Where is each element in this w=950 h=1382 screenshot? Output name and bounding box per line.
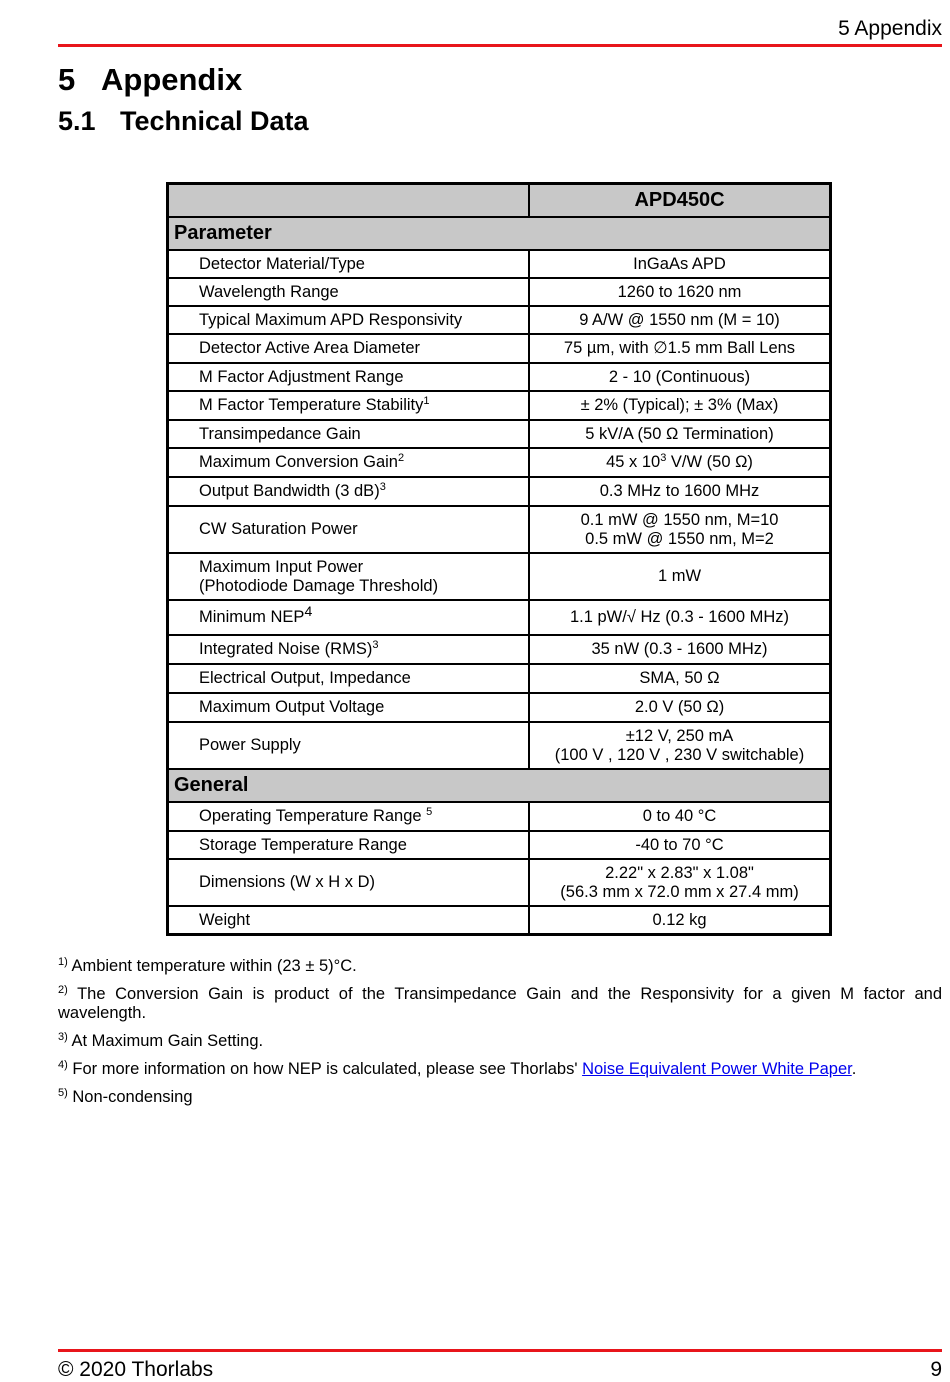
white-paper-link[interactable]: Noise Equivalent Power White Paper [582,1060,852,1078]
value-cell: InGaAs APD [529,250,831,278]
param-cell: Maximum Output Voltage [168,693,530,722]
value-cell: 1260 to 1620 nm [529,278,831,306]
footnote-text: At Maximum Gain Setting. [67,1032,264,1050]
footnote-marker: 1) [58,956,68,968]
param-cell: Weight [168,906,530,935]
value-text: 45 x 10 [606,453,661,471]
footnote-tail: . [851,1060,857,1078]
table-row [168,831,831,859]
table-row [168,250,831,278]
table-row [168,693,831,722]
value-cell [529,448,831,477]
footnote-1 [58,957,942,976]
group-label: General [168,769,831,802]
param-cell [168,553,530,600]
param-text: Operating Temperature Range [199,807,427,825]
value-cell: -40 to 70 °C [529,831,831,859]
footnote-4 [58,1060,942,1079]
param-cell: CW Saturation Power [168,506,530,553]
param-cell: Storage Temperature Range [168,831,530,859]
footnote-marker: 3) [58,1031,68,1043]
param-text: M Factor Temperature Stability [199,396,424,414]
table-row [168,391,831,420]
value-cell: 35 nW (0.3 - 1600 MHz) [529,635,831,664]
param-text: Output Bandwidth (3 dB) [199,482,380,500]
table-row [168,278,831,306]
table-row [168,506,831,553]
footnote-text: The Conversion Gain is product of the Transimpedance Gain and the Responsivity for a given M factor and wavelength. [58,985,942,1022]
section-title: Appendix [101,62,243,97]
section-heading [58,62,242,98]
table-row [168,306,831,334]
model-cell: APD450C [529,184,831,218]
page-number: 9 [930,1358,942,1381]
param-cell: M Factor Adjustment Range [168,363,530,391]
value-cell [529,859,831,906]
subsection-heading [58,106,309,137]
table-row [168,859,831,906]
param-cell: Electrical Output, Impedance [168,664,530,693]
footnote-ref: 2 [397,452,405,464]
param-line: Maximum Input Power [199,557,364,576]
footnote-text: Non-condensing [67,1088,193,1106]
footnote-5 [58,1088,942,1107]
header-rule [58,44,942,47]
param-cell: Power Supply [168,722,530,769]
section-number: 5 [58,62,76,97]
footnote-marker: 4) [58,1059,68,1071]
footnote-text: Ambient temperature within (23 ± 5)°C. [67,957,357,975]
footnote-ref: 3 [379,481,386,493]
param-cell [168,448,530,477]
table-row [168,448,831,477]
param-cell: Wavelength Range [168,278,530,306]
table-header-row [168,184,831,218]
param-cell: Transimpedance Gain [168,420,530,448]
table-row [168,477,831,506]
value-cell: 0 to 40 °C [529,802,831,831]
param-cell: Dimensions (W x H x D) [168,859,530,906]
value-cell: 1 mW [529,553,831,600]
value-line: (56.3 mm x 72.0 mm x 27.4 mm) [560,882,799,901]
param-line: (Photodiode Damage Threshold) [199,576,439,595]
param-cell [168,477,530,506]
technical-data-table [166,182,832,936]
param-text: Maximum Conversion Gain [199,453,398,471]
table-row [168,906,831,935]
table-row [168,334,831,363]
value-cell: 2.0 V (50 Ω) [529,693,831,722]
copyright: © 2020 Thorlabs [58,1358,214,1381]
param-cell [168,802,530,831]
param-cell: Typical Maximum APD Responsivity [168,306,530,334]
value-line: 0.1 mW @ 1550 nm, M=10 [580,510,779,529]
value-line: (100 V , 120 V , 230 V switchable) [554,745,805,764]
param-cell [168,635,530,664]
footnote-ref: 5 [426,806,433,818]
group-row-parameter [168,217,831,250]
value-cell: 0.3 MHz to 1600 MHz [529,477,831,506]
value-cell [529,506,831,553]
table-row [168,420,831,448]
footnote-ref: 3 [372,639,379,651]
value-line: ±12 V, 250 mA [625,726,734,745]
group-row-general [168,769,831,802]
table-row [168,802,831,831]
value-cell: 9 A/W @ 1550 nm (M = 10) [529,306,831,334]
value-cell: 1.1 pW/√ Hz (0.3 - 1600 MHz) [529,600,831,635]
value-cell: 2 - 10 (Continuous) [529,363,831,391]
running-header: 5 Appendix [838,17,942,40]
footnote-2 [58,985,942,1023]
subsection-title: Technical Data [120,106,309,136]
param-text: Integrated Noise (RMS) [199,640,373,658]
group-label: Parameter [168,217,831,250]
value-line: 0.5 mW @ 1550 nm, M=2 [585,529,774,548]
value-cell: SMA, 50 Ω [529,664,831,693]
param-cell [168,391,530,420]
exponent: 3 [660,452,667,464]
footnote-marker: 5) [58,1087,68,1099]
param-cell: Detector Active Area Diameter [168,334,530,363]
footer-rule [58,1349,942,1352]
value-cell: ± 2% (Typical); ± 3% (Max) [529,391,831,420]
table-row [168,722,831,769]
footnote-ref: 4 [304,603,313,619]
subsection-number: 5.1 [58,106,96,136]
value-text: V/W (50 Ω) [666,453,753,471]
value-cell: 5 kV/A (50 Ω Termination) [529,420,831,448]
value-cell [529,722,831,769]
value-line: 2.22" x 2.83" x 1.08" [605,863,754,882]
value-cell: 75 µm, with ∅1.5 mm Ball Lens [529,334,831,363]
footnote-text: For more information on how NEP is calculated, please see Thorlabs' [67,1060,583,1078]
param-text: Minimum NEP [199,608,305,626]
header-blank-cell [168,184,530,218]
param-cell [168,600,530,635]
footnote-marker: 2) [58,984,68,996]
table-row [168,600,831,635]
table-row [168,664,831,693]
value-cell: 0.12 kg [529,906,831,935]
table-row [168,363,831,391]
table-row [168,635,831,664]
footnote-ref: 1 [423,395,430,407]
footnote-3 [58,1032,942,1051]
table-row [168,553,831,600]
param-cell: Detector Material/Type [168,250,530,278]
